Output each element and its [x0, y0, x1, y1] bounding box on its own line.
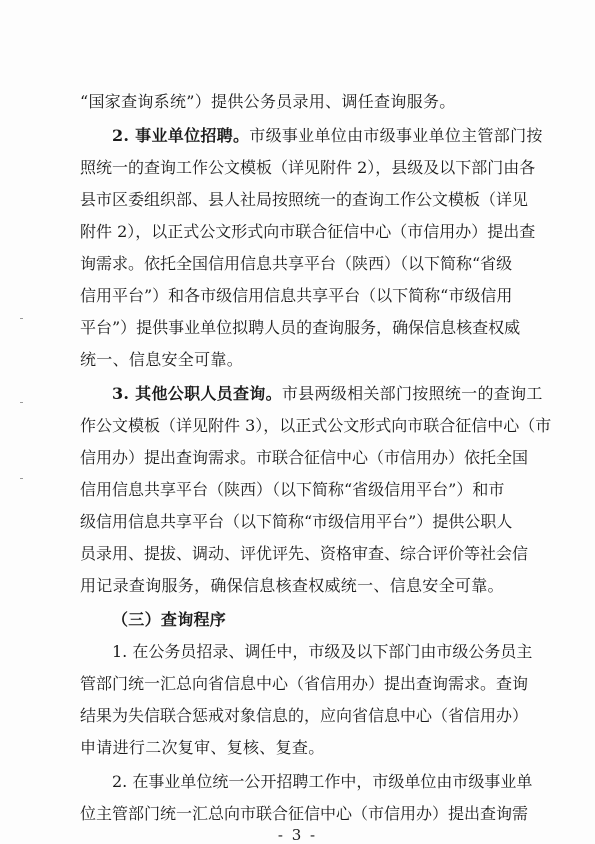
section-heading: 3. 其他公职人员查询。: [112, 384, 282, 403]
text-line: 申请进行二次复审、复核、复查。: [80, 738, 325, 757]
text-line: 位主管部门统一汇总向市联合征信中心（市信用办）提出查询需: [80, 804, 529, 823]
text-line: “国家查询系统”）提供公务员录用、调任查询服务。: [80, 92, 456, 111]
page-number: - 3 -: [277, 826, 318, 844]
text-line: 信用信息共享平台（陕西）（以下简称“省级信用平台”）和市: [80, 480, 505, 499]
paragraph-line: [112, 384, 543, 404]
margin-mark: [20, 402, 23, 403]
text-line: 结果为失信联合惩戒对象信息的，应向省信息中心（省信用办）: [80, 706, 529, 725]
text-line: 询需求。依托全国信用信息共享平台（陕西）（以下简称“省级: [80, 254, 513, 273]
text-span: 市县两级相关部门按照统一的查询工: [281, 384, 543, 403]
text-line: 附件 2），以正式公文形式向市联合征信中心（市信用办）提出查: [80, 222, 536, 241]
section-heading: （三）查询程序: [112, 610, 227, 629]
section-heading: 2. 事业单位招聘。: [112, 126, 250, 145]
text-line: 统一、信息安全可靠。: [80, 350, 244, 369]
text-line: 照统一的查询工作公文模板（详见附件 2），县级及以下部门由各: [80, 158, 536, 177]
text-line: 信用平台”）和各市级信用信息共享平台（以下简称“市级信用: [80, 286, 513, 305]
text-line: 员录用、提拔、调动、评优评先、资格审查、综合评价等社会信: [80, 544, 529, 563]
text-line: 管部门统一汇总向省信息中心（省信用办）提出查询需求。查询: [80, 674, 529, 693]
text-line: 作公文模板（详见附件 3），以正式公文形式向市联合征信中心（市: [80, 416, 552, 435]
margin-mark: [20, 318, 23, 319]
paragraph-line: [112, 126, 543, 146]
text-line: 级信用信息共享平台（以下简称“市级信用平台”）提供公职人: [80, 512, 513, 531]
text-line: 1. 在公务员招录、调任中，市级及以下部门由市级公务员主: [112, 642, 533, 661]
text-line: 2. 在事业单位统一公开招聘工作中，市级单位由市级事业单: [112, 772, 533, 791]
text-line: 信用办）提出查询需求。市联合征信中心（市信用办）依托全国: [80, 448, 529, 467]
margin-mark: [20, 478, 23, 479]
text-span: 市级事业单位由市级事业单位主管部门按: [249, 126, 543, 145]
text-line: 用记录查询服务，确保信息核查权威统一、信息安全可靠。: [80, 576, 504, 595]
text-line: 县市区委组织部、县人社局按照统一的查询工作公文模板（详见: [80, 190, 529, 209]
text-line: 平台”）提供事业单位拟聘人员的查询服务，确保信息核查权威: [80, 318, 521, 337]
